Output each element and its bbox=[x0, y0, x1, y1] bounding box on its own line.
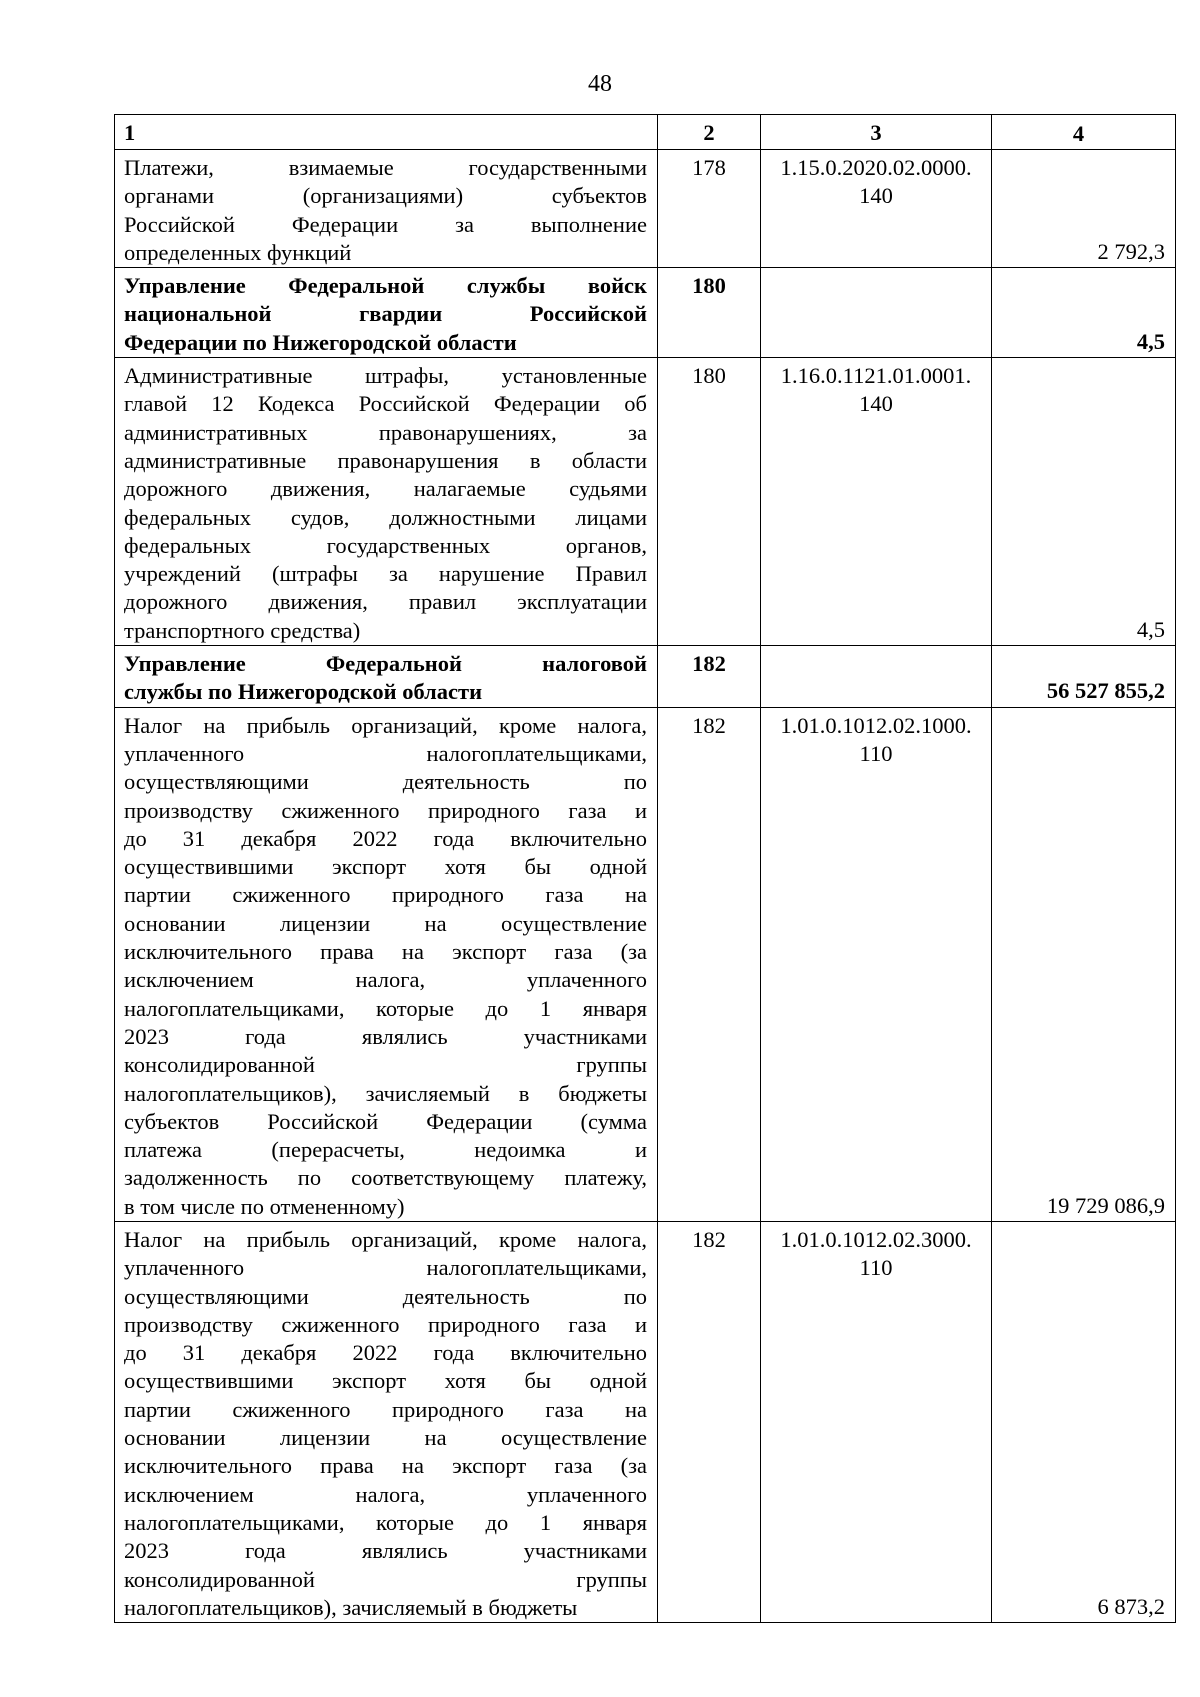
row-amount: 19 729 086,9 bbox=[992, 707, 1176, 1221]
description-line: Управление Федеральной налоговой bbox=[124, 651, 647, 677]
row-admin-code: 180 bbox=[658, 268, 761, 358]
description-line: в том числе по отмененному) bbox=[124, 1193, 405, 1219]
row-admin-code: 178 bbox=[658, 150, 761, 268]
code-line: 110 bbox=[859, 1255, 893, 1281]
description-line: национальной гвардии Российской bbox=[124, 301, 647, 327]
description-line: определенных функций bbox=[124, 239, 352, 265]
row-description bbox=[115, 358, 658, 646]
row-amount: 4,5 bbox=[992, 268, 1176, 358]
description-line: осуществляющими деятельность по bbox=[124, 769, 647, 795]
table-header-row bbox=[115, 115, 1176, 150]
row-budget-classification-code bbox=[761, 707, 992, 1221]
description-line: основании лицензии на осуществление bbox=[124, 1425, 647, 1451]
row-amount: 4,5 bbox=[992, 358, 1176, 646]
code-line: 110 bbox=[859, 740, 893, 766]
description-line: Российской Федерации за выполнение bbox=[124, 211, 647, 237]
row-description bbox=[115, 150, 658, 268]
code-line: 1.15.0.2020.02.0000. bbox=[780, 155, 972, 180]
description-line: субъектов Российской Федерации (сумма bbox=[124, 1108, 647, 1134]
column-header-2: 2 bbox=[658, 115, 761, 150]
description-line: партии сжиженного природного газа на bbox=[124, 882, 647, 908]
description-line: органами (организациями) субъектов bbox=[124, 183, 647, 209]
description-line: учреждений (штрафы за нарушение Правил bbox=[124, 561, 647, 587]
description-line: производству сжиженного природного газа и bbox=[124, 1311, 647, 1337]
row-budget-classification-code bbox=[761, 1221, 992, 1622]
description-line: осуществляющими деятельность по bbox=[124, 1283, 647, 1309]
description-line: задолженность по соответствующему платежу, bbox=[124, 1165, 647, 1191]
row-budget-classification-code bbox=[761, 646, 992, 708]
description-line: основании лицензии на осуществление bbox=[124, 910, 647, 936]
description-line: федеральных судов, должностными лицами bbox=[124, 504, 647, 530]
row-budget-classification-code bbox=[761, 268, 992, 358]
row-description bbox=[115, 646, 658, 708]
description-line: уплаченного налогоплательщиками, bbox=[124, 740, 647, 766]
description-line: Налог на прибыль организаций, кроме налога, bbox=[124, 1226, 647, 1252]
row-admin-code: 182 bbox=[658, 1221, 761, 1622]
table-row bbox=[115, 358, 1176, 646]
table-body bbox=[115, 150, 1176, 1623]
description-line: Управление Федеральной службы войск bbox=[124, 273, 647, 299]
description-line: транспортного средства) bbox=[124, 617, 361, 643]
description-line: исключительного права на экспорт газа (за bbox=[124, 1453, 647, 1479]
description-line: налогоплательщиками, которые до 1 января bbox=[124, 1509, 647, 1535]
description-line: налогоплательщиков), зачисляемый в бюджеты bbox=[124, 1080, 647, 1106]
column-header-1: 1 bbox=[115, 115, 658, 150]
description-line: осуществившими экспорт хотя бы одной bbox=[124, 1368, 647, 1394]
row-budget-classification-code bbox=[761, 150, 992, 268]
description-line: консолидированной группы bbox=[124, 1052, 647, 1078]
description-line: до 31 декабря 2022 года включительно bbox=[124, 825, 647, 851]
row-amount: 2 792,3 bbox=[992, 150, 1176, 268]
column-header-3: 3 bbox=[761, 115, 992, 150]
description-line: 2023 года являлись участниками bbox=[124, 1538, 647, 1564]
description-line: до 31 декабря 2022 года включительно bbox=[124, 1340, 647, 1366]
description-line: партии сжиженного природного газа на bbox=[124, 1396, 647, 1422]
description-line: дорожного движения, правил эксплуатации bbox=[124, 589, 647, 615]
description-line: исключением налога, уплаченного bbox=[124, 1481, 647, 1507]
description-line: исключением налога, уплаченного bbox=[124, 967, 647, 993]
budget-table bbox=[114, 114, 1176, 1623]
row-amount: 56 527 855,2 bbox=[992, 646, 1176, 708]
description-line: осуществившими экспорт хотя бы одной bbox=[124, 854, 647, 880]
description-line: налогоплательщиков), зачисляемый в бюджеты bbox=[124, 1594, 578, 1620]
description-line: производству сжиженного природного газа и bbox=[124, 797, 647, 823]
description-line: административных правонарушениях, за bbox=[124, 419, 647, 445]
description-line: главой 12 Кодекса Российской Федерации об bbox=[124, 391, 647, 417]
table-row bbox=[115, 268, 1176, 358]
description-line: службы по Нижегородской области bbox=[124, 679, 483, 705]
code-line: 1.16.0.1121.01.0001. bbox=[780, 363, 972, 389]
code-line: 1.01.0.1012.02.1000. bbox=[780, 712, 972, 738]
description-line: Федерации по Нижегородской области bbox=[124, 329, 517, 355]
code-line: 140 bbox=[859, 391, 893, 417]
row-description bbox=[115, 1221, 658, 1622]
description-line: 2023 года являлись участниками bbox=[124, 1023, 647, 1049]
description-line: консолидированной группы bbox=[124, 1566, 647, 1592]
description-line: Платежи, взимаемые государственными bbox=[124, 155, 647, 180]
code-line: 140 bbox=[859, 183, 893, 209]
column-header-4: 4 bbox=[992, 115, 1176, 150]
row-amount: 6 873,2 bbox=[992, 1221, 1176, 1622]
description-line: Административные штрафы, установленные bbox=[124, 363, 647, 389]
description-line: налогоплательщиками, которые до 1 января bbox=[124, 995, 647, 1021]
table-row bbox=[115, 150, 1176, 268]
description-line: дорожного движения, налагаемые судьями bbox=[124, 476, 647, 502]
row-description bbox=[115, 268, 658, 358]
row-admin-code: 182 bbox=[658, 646, 761, 708]
row-admin-code: 180 bbox=[658, 358, 761, 646]
description-line: Налог на прибыль организаций, кроме налога, bbox=[124, 712, 647, 738]
row-admin-code: 182 bbox=[658, 707, 761, 1221]
description-line: исключительного права на экспорт газа (за bbox=[124, 939, 647, 965]
description-line: федеральных государственных органов, bbox=[124, 532, 647, 558]
description-line: уплаченного налогоплательщиками, bbox=[124, 1255, 647, 1281]
page-number: 48 bbox=[588, 71, 612, 97]
row-description bbox=[115, 707, 658, 1221]
description-line: платежа (перерасчеты, недоимка и bbox=[124, 1137, 647, 1163]
code-line: 1.01.0.1012.02.3000. bbox=[780, 1226, 972, 1252]
table-row bbox=[115, 646, 1176, 708]
description-line: административные правонарушения в области bbox=[124, 447, 647, 473]
table-row bbox=[115, 707, 1176, 1221]
row-budget-classification-code bbox=[761, 358, 992, 646]
table-row bbox=[115, 1221, 1176, 1622]
